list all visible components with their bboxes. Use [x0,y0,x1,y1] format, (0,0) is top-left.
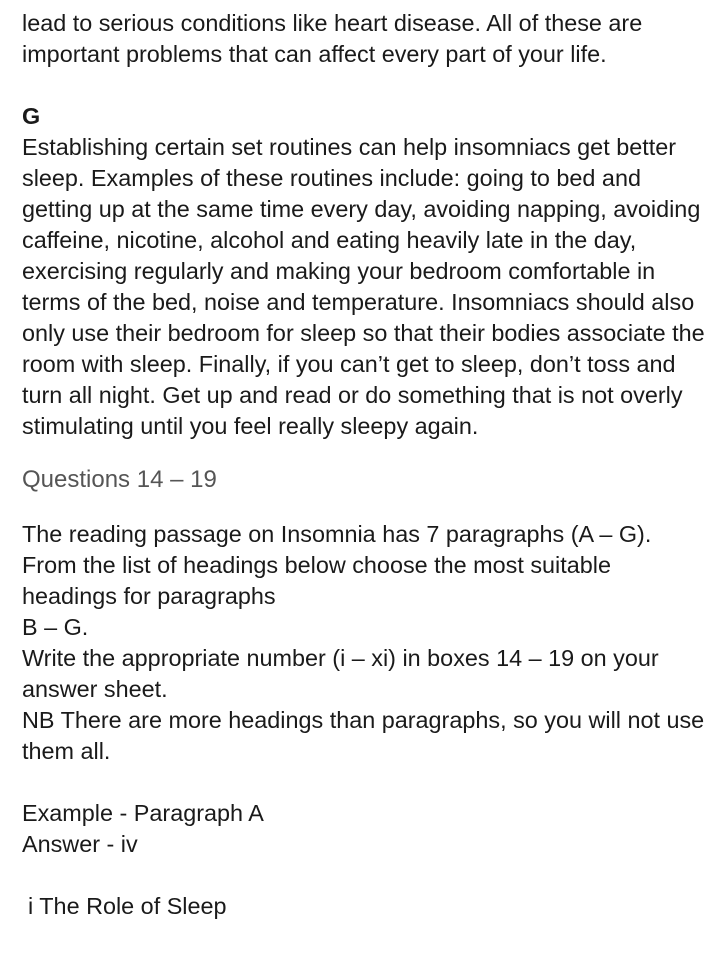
text-line: NB There are more headings than paragraphs, so you will not use [22,707,705,733]
example-block [22,798,722,860]
text-line: exercising regularly and making your bedroom comfortable in [22,258,656,284]
text-line: answer sheet. [22,676,168,702]
text-line: The reading passage on Insomnia has 7 paragraphs (A – G). [22,521,652,547]
spacer [22,767,722,798]
headings-list [22,891,722,922]
text-line: Write the appropriate number (i – xi) in boxes 14 – 19 on your [22,645,659,671]
text-line: Establishing certain set routines can help insomniacs get better [22,134,677,160]
text-line: caffeine, nicotine, alcohol and eating heavily late in the day, [22,227,637,253]
text-line: getting up at the same time every day, avoiding napping, avoiding [22,196,701,222]
example-answer: Answer - iv [22,831,138,857]
spacer [22,860,722,891]
intro-paragraph [22,8,722,70]
text-line: important problems that can affect every part of your life. [22,41,607,67]
text-line: stimulating until you feel really sleepy again. [22,413,479,439]
text-line: From the list of headings below choose the most suitable [22,552,611,578]
text-line: only use their bedroom for sleep so that their bodies associate the [22,320,705,346]
paragraph-g [22,101,722,442]
text-line: headings for paragraphs [22,583,276,609]
text-line: terms of the bed, noise and temperature. Insomniacs should also [22,289,695,315]
paragraph-label: G [22,103,41,129]
example-paragraph: Example - Paragraph A [22,800,264,826]
spacer [22,70,722,101]
questions-instructions [22,519,722,767]
heading-item: i The Role of Sleep [28,893,227,919]
questions-heading: Questions 14 – 19 [22,466,217,493]
text-line: sleep. Examples of these routines include: going to bed and [22,165,641,191]
text-line: turn all night. Get up and read or do something that is not overly [22,382,683,408]
text-line: B – G. [22,614,89,640]
document-page [22,8,722,922]
text-line: them all. [22,738,111,764]
text-line: room with sleep. Finally, if you can’t get to sleep, don’t toss and [22,351,676,377]
text-line: lead to serious conditions like heart disease. All of these are [22,10,643,36]
